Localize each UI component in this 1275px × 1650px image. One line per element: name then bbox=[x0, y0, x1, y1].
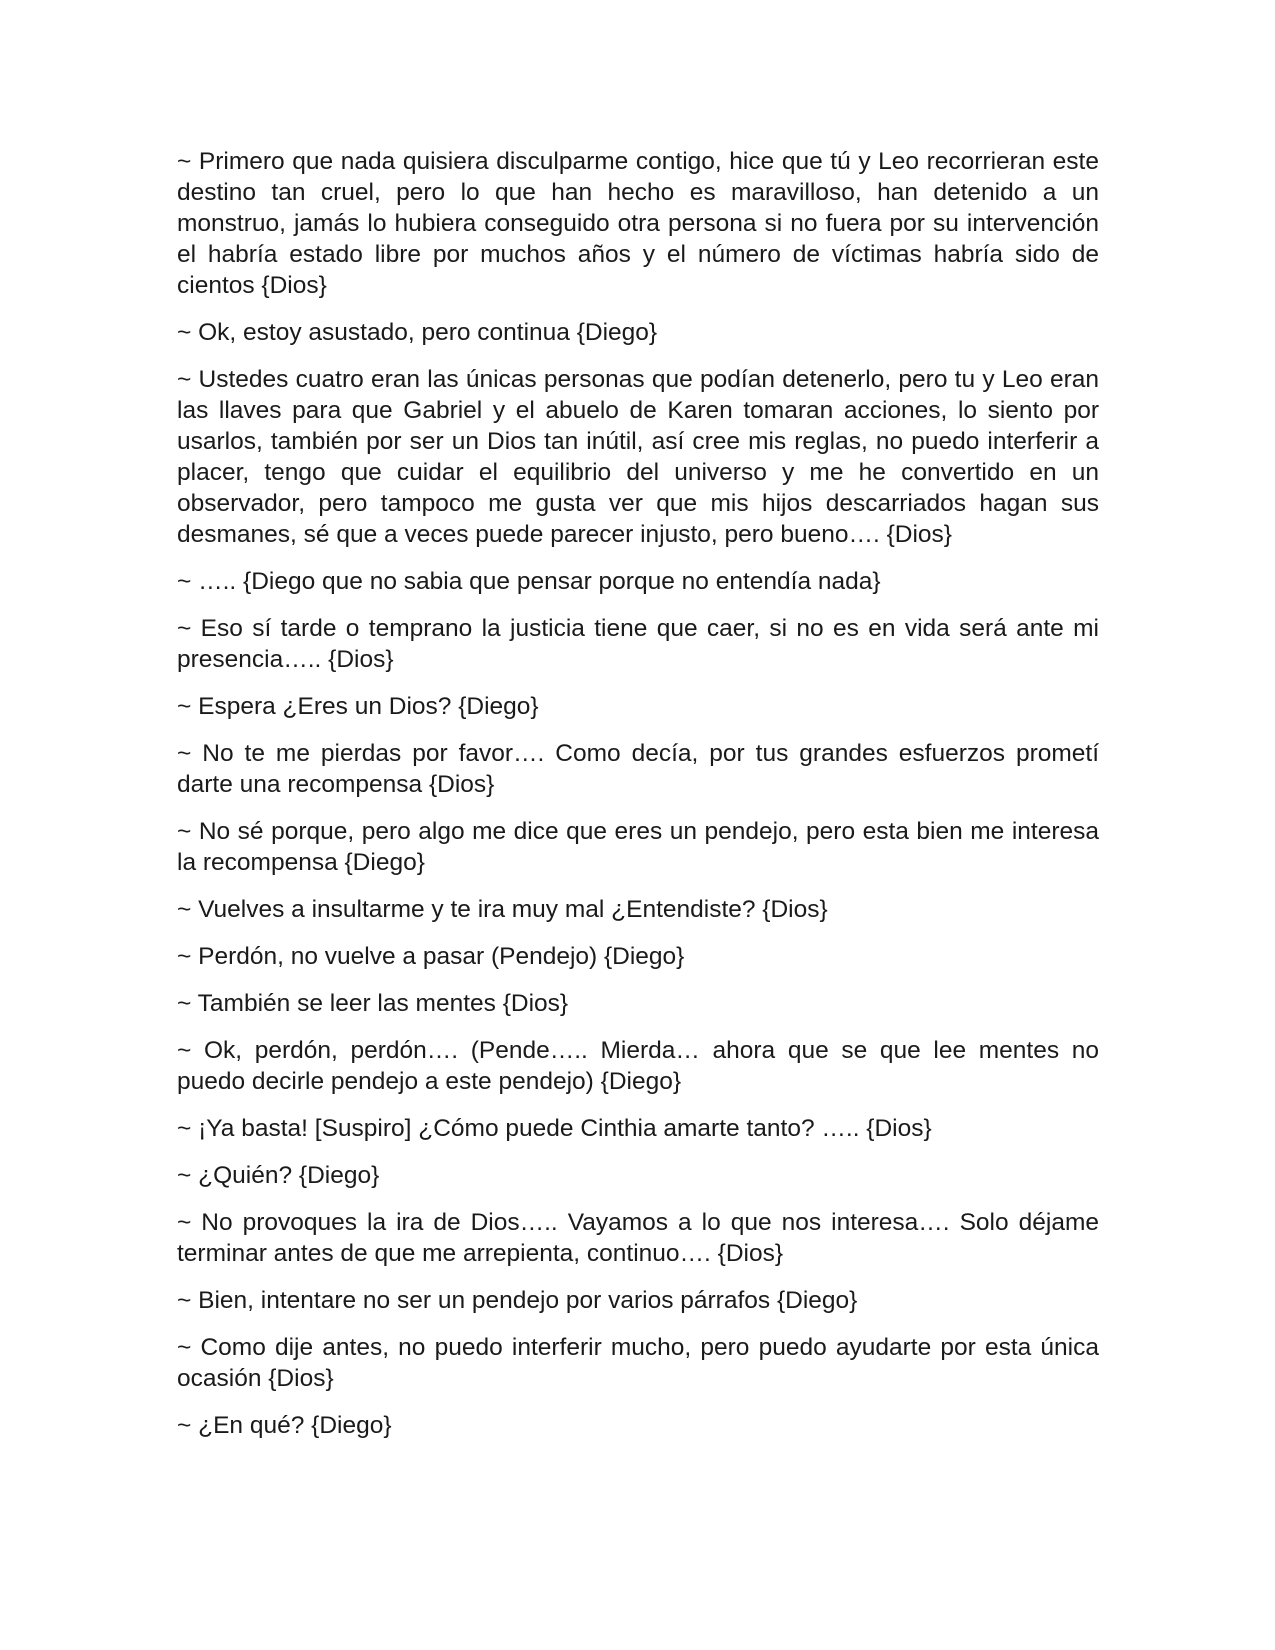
dialogue-paragraph: ~ Perdón, no vuelve a pasar (Pendejo) {Diego} bbox=[177, 943, 685, 970]
document-page bbox=[177, 146, 1099, 1457]
dialogue-paragraph: ~ No provoques la ira de Dios….. Vayamos a lo que nos interesa…. Solo déjame terminar antes de que me arrepienta, continuo…. {Dios} bbox=[177, 1209, 1099, 1267]
dialogue-paragraph: ~ Ustedes cuatro eran las únicas personas que podían detenerlo, pero tu y Leo eran las llaves para que Gabriel y el abuelo de Karen tomaran acciones, lo siento por usarlos, también por ser un Dios tan inútil, así cree mis reglas, no puedo interferir a placer, tengo que cuidar el equilibrio del universo y me he convertido en un observador, pero tampoco me gusta ver que mis hijos descarriados hagan sus desmanes, sé que a veces puede parecer injusto, pero bueno…. {Dios} bbox=[177, 366, 1099, 548]
dialogue-paragraph: ~ Como dije antes, no puedo interferir mucho, pero puedo ayudarte por esta única ocasión {Dios} bbox=[177, 1334, 1099, 1392]
dialogue-paragraph: ~ ….. {Diego que no sabia que pensar porque no entendía nada} bbox=[177, 568, 881, 595]
dialogue-paragraph: ~ También se leer las mentes {Dios} bbox=[177, 990, 569, 1017]
dialogue-paragraph: ~ No sé porque, pero algo me dice que eres un pendejo, pero esta bien me interesa la recompensa {Diego} bbox=[177, 818, 1099, 876]
dialogue-paragraph: ~ Eso sí tarde o temprano la justicia tiene que caer, si no es en vida será ante mi presencia….. {Dios} bbox=[177, 615, 1099, 673]
dialogue-paragraph: ~ ¿En qué? {Diego} bbox=[177, 1412, 392, 1439]
dialogue-paragraph: ~ Vuelves a insultarme y te ira muy mal ¿Entendiste? {Dios} bbox=[177, 896, 828, 923]
dialogue-paragraph: ~ Bien, intentare no ser un pendejo por varios párrafos {Diego} bbox=[177, 1287, 858, 1314]
dialogue-paragraph: ~ Espera ¿Eres un Dios? {Diego} bbox=[177, 693, 539, 720]
dialogue-paragraph: ~ ¿Quién? {Diego} bbox=[177, 1162, 380, 1189]
dialogue-paragraph: ~ Primero que nada quisiera disculparme contigo, hice que tú y Leo recorrieran este destino tan cruel, pero lo que han hecho es maravilloso, han detenido a un monstruo, jamás lo hubiera conseguido otra persona si no fuera por su intervención el habría estado libre por muchos años y el número de víctimas habría sido de cientos {Dios} bbox=[177, 148, 1099, 299]
dialogue-paragraph: ~ ¡Ya basta! [Suspiro] ¿Cómo puede Cinthia amarte tanto? ….. {Dios} bbox=[177, 1115, 932, 1142]
dialogue-paragraph: ~ Ok, perdón, perdón…. (Pende….. Mierda… ahora que se que lee mentes no puedo decirle pendejo a este pendejo) {Diego} bbox=[177, 1037, 1099, 1095]
dialogue-paragraph: ~ Ok, estoy asustado, pero continua {Diego} bbox=[177, 319, 658, 346]
dialogue-paragraph: ~ No te me pierdas por favor…. Como decía, por tus grandes esfuerzos prometí darte una recompensa {Dios} bbox=[177, 740, 1099, 798]
